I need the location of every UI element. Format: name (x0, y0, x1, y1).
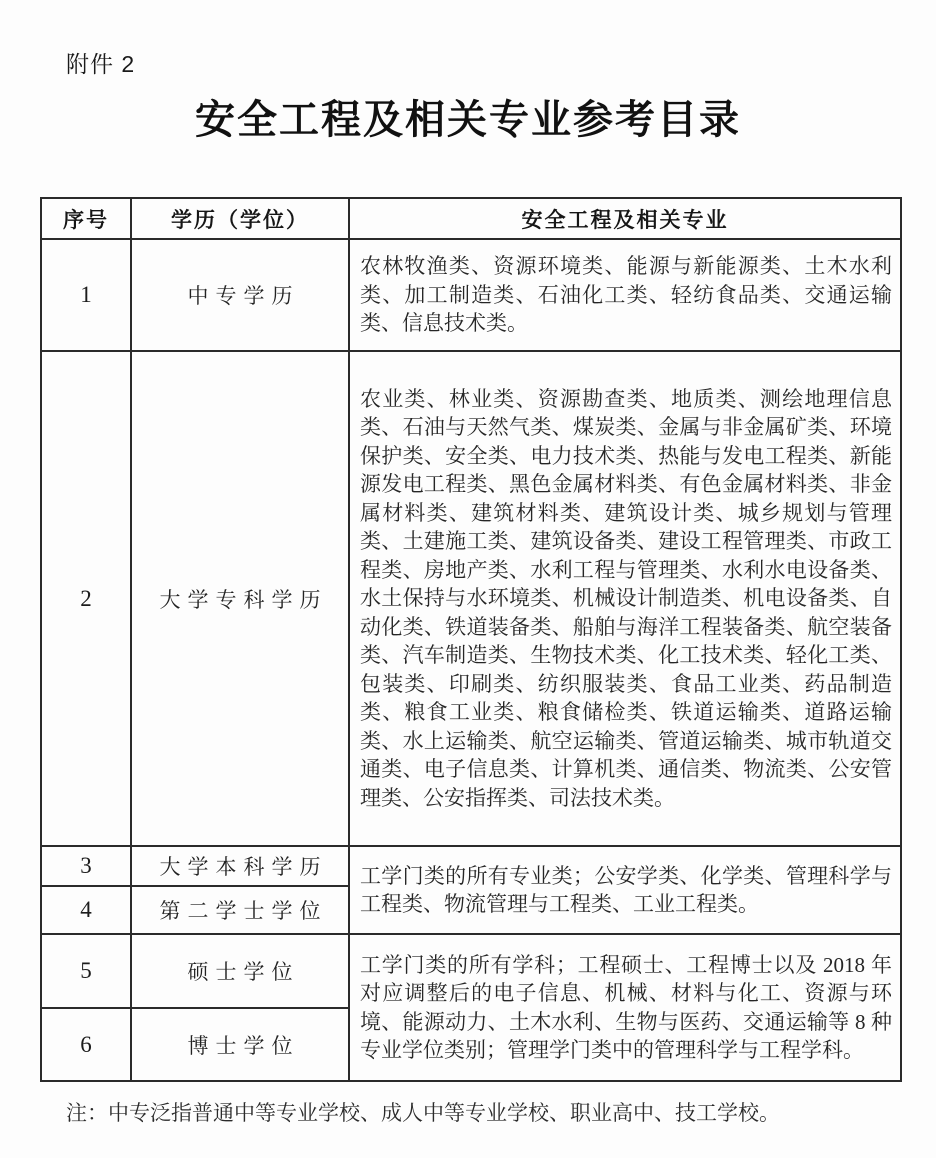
education-cell: 硕士学位 (131, 934, 349, 1008)
majors-reference-table (40, 197, 902, 1082)
education-cell: 第二学士学位 (131, 886, 349, 934)
table-header-row (41, 198, 901, 239)
row-number-cell: 5 (41, 934, 131, 1008)
attachment-label: 附件 2 (66, 51, 136, 77)
education-cell: 大学专科学历 (131, 351, 349, 846)
header-education: 学历（学位） (131, 198, 349, 239)
row-number-cell: 3 (41, 846, 131, 886)
education-cell: 大学本科学历 (131, 846, 349, 886)
header-no: 序号 (41, 198, 131, 239)
education-cell: 博士学位 (131, 1008, 349, 1081)
row-number-cell: 4 (41, 886, 131, 934)
footnote: 注：中专泛指普通中等专业学校、成人中等专业学校、职业高中、技工学校。 (66, 1101, 780, 1125)
majors-cell-merged-3-4: 工学门类的所有专业类；公安学类、化学类、管理科学与工程类、物流管理与工程类、工业工程类。 (349, 846, 901, 934)
majors-cell: 农业类、林业类、资源勘查类、地质类、测绘地理信息类、石油与天然气类、煤炭类、金属与非金属矿类、环境保护类、安全类、电力技术类、热能与发电工程类、新能源发电工程类、黑色金属材料类、有色金属材料类、非金属材料类、建筑材料类、建筑设计类、城乡规划与管理类、土建施工类、建筑设备类、建设工程管理类、市政工程类、房地产类、水利工程与管理类、水利水电设备类、水土保持与水环境类、机械设计制造类、机电设备类、自动化类、铁道装备类、船舶与海洋工程装备类、航空装备类、汽车制造类、生物技术类、化工技术类、轻化工类、包装类、印刷类、纺织服装类、食品工业类、药品制造类、粮食工业类、粮食储检类、铁道运输类、道路运输类、水上运输类、航空运输类、管道运输类、城市轨道交通类、电子信息类、计算机类、通信类、物流类、公安管理类、公安指挥类、司法技术类。 (349, 351, 901, 846)
row-number-cell: 6 (41, 1008, 131, 1081)
row-number-cell: 2 (41, 351, 131, 846)
table-row (41, 351, 901, 846)
majors-cell-merged-5-6: 工学门类的所有学科；工程硕士、工程博士以及 2018 年对应调整后的电子信息、机械、材料与化工、资源与环境、能源动力、土木水利、生物与医药、交通运输等 8 种专业学位类别；管理学门类中的管理科学与工程学科。 (349, 934, 901, 1081)
table-row (41, 846, 901, 886)
header-majors: 安全工程及相关专业 (349, 198, 901, 239)
table-row (41, 239, 901, 351)
education-cell: 中专学历 (131, 239, 349, 351)
majors-cell: 农林牧渔类、资源环境类、能源与新能源类、土木水利类、加工制造类、石油化工类、轻纺食品类、交通运输类、信息技术类。 (349, 239, 901, 351)
row-number-cell: 1 (41, 239, 131, 351)
page-title: 安全工程及相关专业参考目录 (195, 97, 741, 142)
table-row (41, 934, 901, 1008)
